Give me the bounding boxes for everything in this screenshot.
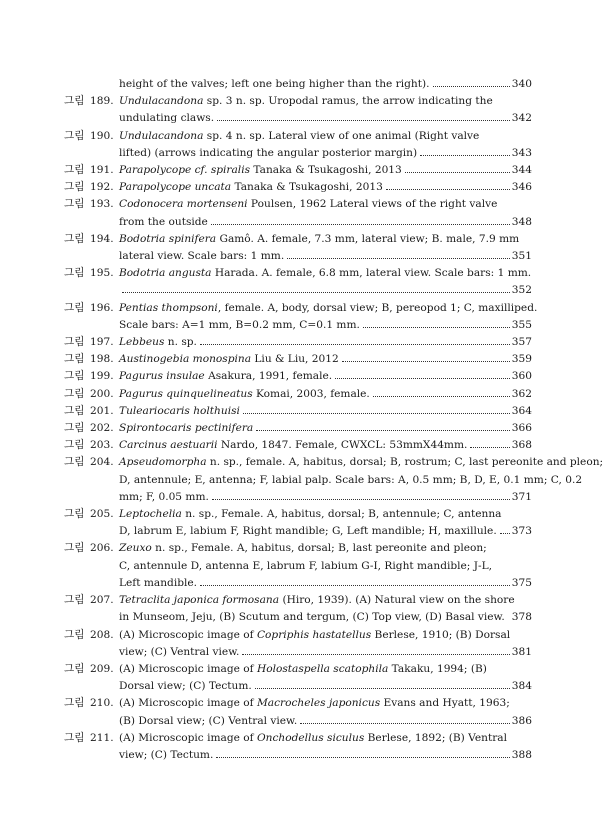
figure-entry-body <box>119 334 532 351</box>
leader-dots <box>200 344 510 345</box>
figure-entry <box>64 231 532 265</box>
figure-entry-body <box>119 162 532 179</box>
figure-prefix: 그림 <box>64 404 85 417</box>
figure-entry-body <box>119 420 532 437</box>
caption-text <box>119 540 487 557</box>
figure-prefix: 그림 <box>64 628 85 641</box>
caption-fragment: , female. A, body, dorsal view; B, pereopod 1; C, maxilliped. <box>217 301 538 314</box>
figure-prefix: 그림 <box>64 508 85 521</box>
caption-text <box>119 420 253 437</box>
figure-prefix: 그림 <box>64 422 85 435</box>
page-number: 384 <box>511 680 532 693</box>
figure-prefix: 그림 <box>64 387 85 400</box>
figure-caption-line <box>119 454 603 471</box>
leader-dots <box>242 654 509 655</box>
caption-fragment: Berlese, 1892; (B) Ventral <box>364 731 507 744</box>
species-name: Leptochelia <box>119 508 182 521</box>
figure-entry-body <box>119 627 532 661</box>
figure-prefix: 그림 <box>64 594 85 607</box>
figure-number: 211. <box>90 731 114 744</box>
species-name: Zeuxo <box>119 542 152 555</box>
caption-fragment: D, labrum E, labium F, Right mandible; G, Left mandible; H, maxillule. <box>119 525 497 538</box>
figure-entry-body <box>119 351 532 368</box>
figure-number: 209. <box>90 662 114 675</box>
leader-dots <box>122 292 510 293</box>
caption-text <box>119 386 370 403</box>
figure-caption-line <box>119 179 532 196</box>
figure-entry-body <box>119 128 532 162</box>
figure-entry <box>64 454 603 506</box>
species-name: Tuleariocaris holthuisi <box>119 404 240 417</box>
figure-caption-line <box>119 747 532 764</box>
caption-fragment: Takaku, 1994; (B) <box>388 662 487 675</box>
caption-text <box>119 747 213 764</box>
figure-prefix: 그림 <box>64 697 85 710</box>
caption-fragment: Poulsen, 1962 Lateral views of the right valve <box>247 198 498 211</box>
caption-fragment: from the outside <box>119 215 208 228</box>
caption-fragment: Asakura, 1991, female. <box>204 370 333 383</box>
caption-fragment: lateral view. Scale bars: 1 mm. <box>119 250 285 263</box>
figure-entry-body <box>119 93 532 127</box>
figure-prefix: 그림 <box>64 198 85 211</box>
caption-text <box>119 437 467 454</box>
figure-caption-line <box>119 386 532 403</box>
figure-caption-line <box>119 128 532 145</box>
figure-entry <box>64 437 532 454</box>
figure-caption-line <box>119 472 583 489</box>
figure-entry <box>64 540 532 592</box>
caption-text <box>119 523 497 540</box>
figure-number: 197. <box>90 336 114 349</box>
leader-dots <box>373 396 510 397</box>
leader-dots <box>500 533 510 534</box>
leader-dots <box>256 430 510 431</box>
figure-prefix: 그림 <box>64 731 85 744</box>
figure-entry <box>64 368 532 385</box>
figure-number: 192. <box>90 181 114 194</box>
figure-entry <box>64 265 532 299</box>
species-name: Undulacandona <box>119 129 204 142</box>
figure-caption-line <box>119 713 532 730</box>
figure-caption-line <box>119 627 532 644</box>
figure-number: 204. <box>90 456 114 469</box>
figure-caption-line <box>119 695 532 712</box>
figure-entry-body <box>119 265 532 299</box>
caption-text <box>119 196 497 213</box>
species-name: Pagurus insulae <box>119 370 205 383</box>
leader-dots <box>470 447 509 448</box>
figure-entry <box>64 351 532 368</box>
figure-entry <box>64 93 532 127</box>
caption-fragment: (B) Dorsal view; (C) Ventral view. <box>119 714 298 727</box>
figure-caption-line <box>119 76 532 93</box>
figure-prefix: 그림 <box>64 164 85 177</box>
figure-entry <box>64 592 532 626</box>
figure-prefix: 그림 <box>64 232 85 245</box>
leader-dots <box>243 413 510 414</box>
page-number: 344 <box>511 164 532 177</box>
species-name: Codonocera mortenseni <box>119 198 248 211</box>
figure-prefix: 그림 <box>64 370 85 383</box>
figure-list <box>64 76 603 764</box>
figure-prefix: 그림 <box>64 129 85 142</box>
caption-fragment: (A) Microscopic image of <box>119 731 257 744</box>
page-number: 364 <box>511 404 532 417</box>
caption-text <box>119 730 507 747</box>
species-name: Holostaspella scatophila <box>256 662 389 675</box>
page-number: 371 <box>511 490 532 503</box>
caption-fragment: Tanaka & Tsukagoshi, 2013 <box>231 181 383 194</box>
caption-text <box>119 231 519 248</box>
figure-caption-line <box>119 351 532 368</box>
figure-number: 201. <box>90 404 114 417</box>
caption-fragment: n. sp., Female. A, habitus, dorsal; B, antennule; C, antenna <box>181 508 502 521</box>
figure-prefix: 그림 <box>64 439 85 452</box>
figure-number: 202. <box>90 422 114 435</box>
caption-fragment: n. sp., female. A, habitus, dorsal; B, rostrum; C, last pereonite and pleon; <box>206 456 603 469</box>
page-number: 357 <box>511 336 532 349</box>
caption-fragment: (Hiro, 1939). (A) Natural view on the shore <box>279 594 515 607</box>
leader-dots <box>216 757 509 758</box>
caption-text <box>119 489 209 506</box>
caption-text <box>119 713 297 730</box>
caption-text <box>119 506 501 523</box>
figure-prefix: 그림 <box>64 353 85 366</box>
caption-text <box>119 76 430 93</box>
species-name: Copriphis hastatellus <box>256 628 372 641</box>
leader-dots <box>300 723 510 724</box>
figure-caption-line <box>119 145 532 162</box>
page-number: 362 <box>511 387 532 400</box>
figure-prefix: 그림 <box>64 181 85 194</box>
caption-fragment: Left mandible. <box>119 576 198 589</box>
figure-prefix: 그림 <box>64 662 85 675</box>
figure-number: 194. <box>90 232 114 245</box>
figure-caption-line <box>119 282 532 299</box>
figure-number: 208. <box>90 628 114 641</box>
figure-number: 191. <box>90 164 114 177</box>
page-number: 388 <box>511 748 532 761</box>
caption-fragment: (A) Microscopic image of <box>119 628 257 641</box>
figure-number: 200. <box>90 387 114 400</box>
leader-dots <box>255 688 510 689</box>
figure-entry <box>64 196 532 230</box>
page-number: 352 <box>511 284 532 297</box>
leader-dots <box>386 189 510 190</box>
caption-text <box>119 351 339 368</box>
page-number: 381 <box>511 645 532 658</box>
figure-entry-body <box>119 454 603 506</box>
leader-dots <box>420 155 510 156</box>
caption-fragment: Dorsal view; (C) Tectum. <box>119 680 252 693</box>
figure-number: 195. <box>90 267 114 280</box>
page-number: 343 <box>511 146 532 159</box>
caption-text <box>119 248 284 265</box>
caption-text <box>119 609 505 626</box>
figure-caption-line <box>119 162 532 179</box>
caption-text <box>119 334 197 351</box>
species-name: Bodotria spinifera <box>119 232 217 245</box>
caption-text <box>119 145 417 162</box>
leader-dots <box>211 224 510 225</box>
figure-entry-body <box>64 76 532 93</box>
figure-caption-line <box>119 368 532 385</box>
caption-text <box>119 661 487 678</box>
figure-number: 207. <box>90 594 114 607</box>
caption-text <box>119 678 252 695</box>
figure-caption-line <box>119 110 532 127</box>
caption-text <box>119 695 510 712</box>
figure-entry <box>64 179 532 196</box>
species-name: Undulacandona <box>119 95 204 108</box>
figure-number: 210. <box>90 697 114 710</box>
caption-fragment: Berlese, 1910; (B) Dorsal <box>371 628 511 641</box>
figure-entry-body <box>119 506 532 540</box>
species-name: Apseudomorpha <box>119 456 207 469</box>
caption-text <box>119 472 582 489</box>
caption-text <box>119 627 510 644</box>
figure-prefix: 그림 <box>64 267 85 280</box>
figure-entry-body <box>119 386 532 403</box>
figure-entry <box>64 128 532 162</box>
figure-entry-body <box>119 231 532 265</box>
figure-caption-line <box>119 644 532 661</box>
caption-fragment: Harada. A. female, 6.8 mm, lateral view. Scale bars: 1 mm. <box>211 267 532 280</box>
page-number: 375 <box>511 576 532 589</box>
figure-caption-line <box>119 317 532 334</box>
caption-text <box>119 403 240 420</box>
figure-entry-body <box>119 540 532 592</box>
caption-text <box>119 592 515 609</box>
figure-entry <box>64 403 532 420</box>
figure-entry-body <box>119 730 532 764</box>
figure-entry <box>64 730 532 764</box>
figure-entry-body <box>119 403 532 420</box>
figure-entry-body <box>119 592 532 626</box>
caption-text <box>119 644 239 661</box>
figure-entry <box>64 386 532 403</box>
leader-dots <box>200 585 510 586</box>
figure-caption-line <box>119 575 532 592</box>
leader-dots <box>405 172 510 173</box>
figure-entry <box>64 334 532 351</box>
leader-dots <box>363 327 510 328</box>
caption-fragment: view; (C) Tectum. <box>119 748 214 761</box>
leader-dots <box>335 378 510 379</box>
page-number: 351 <box>511 250 532 263</box>
caption-fragment: (A) Microscopic image of <box>119 662 257 675</box>
figure-caption-line <box>119 489 532 506</box>
page-number: 386 <box>511 714 532 727</box>
page-number: 346 <box>511 181 532 194</box>
figure-entry <box>64 695 532 729</box>
figure-caption-line <box>119 196 532 213</box>
figure-prefix: 그림 <box>64 301 85 314</box>
figure-number: 203. <box>90 439 114 452</box>
caption-text <box>119 214 208 231</box>
page-number: 360 <box>511 370 532 383</box>
caption-text <box>119 128 479 145</box>
caption-text <box>119 300 537 317</box>
caption-text <box>119 575 197 592</box>
caption-fragment: n. sp., Female. A, habitus, dorsal; B, last pereonite and pleon; <box>151 542 487 555</box>
figure-caption-line <box>119 265 532 282</box>
figure-entry-body <box>119 300 538 334</box>
figure-caption-line <box>119 437 532 454</box>
figure-entry <box>64 420 532 437</box>
figure-number: 196. <box>90 301 114 314</box>
figure-caption-line <box>119 506 532 523</box>
species-name: Macrocheles japonicus <box>256 697 381 710</box>
figure-entry-body <box>119 179 532 196</box>
figure-entry-body <box>119 196 532 230</box>
figure-number: 193. <box>90 198 114 211</box>
figure-entry-body <box>119 368 532 385</box>
leader-dots <box>212 499 510 500</box>
caption-fragment: undulating claws. <box>119 112 215 125</box>
species-name: Carcinus aestuarii <box>119 439 218 452</box>
caption-fragment: sp. 4 n. sp. Lateral view of one animal (Right valve <box>203 129 480 142</box>
figure-caption-line <box>119 592 532 609</box>
page-number: 355 <box>511 318 532 331</box>
figure-number: 199. <box>90 370 114 383</box>
species-name: Austinogebia monospina <box>119 353 252 366</box>
figure-caption-line <box>119 420 532 437</box>
species-name: Parapolycope cf. spiralis <box>119 164 251 177</box>
figure-number: 190. <box>90 129 114 142</box>
caption-text <box>119 93 493 110</box>
leader-dots <box>342 361 510 362</box>
page-number: 378 <box>511 611 532 624</box>
figure-number: 198. <box>90 353 114 366</box>
figure-caption-line <box>119 540 532 557</box>
caption-fragment: lifted) (arrows indicating the angular posterior margin) <box>119 146 418 159</box>
caption-fragment: mm; F, 0.05 mm. <box>119 490 209 503</box>
figure-caption-line <box>119 93 532 110</box>
page-number: 373 <box>511 525 532 538</box>
caption-text <box>119 265 531 282</box>
species-name: Bodotria angusta <box>119 267 212 280</box>
figure-entry-body <box>119 437 532 454</box>
caption-fragment: Evans and Hyatt, 1963; <box>380 697 510 710</box>
page-number: 366 <box>511 422 532 435</box>
species-name: Spirontocaris pectinifera <box>119 422 254 435</box>
page-number: 342 <box>511 112 532 125</box>
figure-caption-line <box>119 558 532 575</box>
species-name: Parapolycope uncata <box>119 181 232 194</box>
page-number: 348 <box>511 215 532 228</box>
caption-text <box>119 454 603 471</box>
figure-entry <box>64 661 532 695</box>
figure-caption-line <box>119 214 532 231</box>
figure-caption-line <box>119 523 532 540</box>
species-name: Pentias thompsoni <box>119 301 218 314</box>
caption-fragment: Liu & Liu, 2012 <box>251 353 339 366</box>
figure-caption-line <box>119 678 532 695</box>
figure-entry <box>64 162 532 179</box>
figure-entry <box>64 300 538 334</box>
species-name: Onchodellus siculus <box>256 731 365 744</box>
figure-entry <box>64 506 532 540</box>
caption-fragment: (A) Microscopic image of <box>119 697 257 710</box>
caption-fragment: Gamô. A. female, 7.3 mm, lateral view; B. male, 7.9 mm <box>216 232 520 245</box>
figure-caption-line <box>119 609 532 626</box>
caption-fragment: Tanaka & Tsukagoshi, 2013 <box>250 164 402 177</box>
species-name: Pagurus quinquelineatus <box>119 387 253 400</box>
figure-caption-line <box>119 661 532 678</box>
figure-prefix: 그림 <box>64 456 85 469</box>
caption-fragment: Scale bars: A=1 mm, B=0.2 mm, C=0.1 mm. <box>119 318 360 331</box>
caption-fragment: C, antennule D, antenna E, labrum F, labium G-I, Right mandible; J-L, <box>119 559 492 572</box>
page-number: 359 <box>511 353 532 366</box>
leader-dots <box>287 258 510 259</box>
page-number: 340 <box>511 78 532 90</box>
caption-fragment: view; (C) Ventral view. <box>119 645 240 658</box>
caption-fragment: sp. 3 n. sp. Uropodal ramus, the arrow indicating the <box>203 95 493 108</box>
figure-caption-line <box>119 403 532 420</box>
caption-text <box>119 317 360 334</box>
figure-prefix: 그림 <box>64 95 85 108</box>
figure-entry <box>64 76 532 93</box>
caption-text <box>119 368 332 385</box>
caption-fragment: Komai, 2003, female. <box>252 387 370 400</box>
figure-prefix: 그림 <box>64 542 85 555</box>
figure-number: 205. <box>90 508 114 521</box>
caption-fragment: D, antennule; E, antenna; F, labial palp. Scale bars: A, 0.5 mm; B, D, E, 0.1 mm; C, 0.2 <box>119 473 583 486</box>
leader-dots <box>433 86 510 87</box>
caption-fragment: n. sp. <box>164 336 197 349</box>
caption-fragment: Nardo, 1847. Female, CWXCL: 53mmX44mm. <box>217 439 468 452</box>
figure-entry-body <box>119 661 532 695</box>
caption-fragment: height of the valves; left one being higher than the right). <box>119 78 430 90</box>
figure-entry-body <box>119 695 532 729</box>
species-name: Lebbeus <box>119 336 165 349</box>
caption-text <box>119 162 402 179</box>
figure-caption-line <box>119 334 532 351</box>
page-number: 368 <box>511 439 532 452</box>
leader-dots <box>217 120 510 121</box>
figure-prefix: 그림 <box>64 336 85 349</box>
species-name: Tetraclita japonica formosana <box>119 594 280 607</box>
caption-text <box>119 110 214 127</box>
figure-caption-line <box>119 300 538 317</box>
figure-caption-line <box>119 730 532 747</box>
caption-text <box>119 179 383 196</box>
figure-caption-line <box>119 248 532 265</box>
figure-caption-line <box>119 231 532 248</box>
figure-entry <box>64 627 532 661</box>
caption-fragment: in Munseom, Jeju, (B) Scutum and tergum, (C) Top view, (D) Basal view. <box>119 611 505 624</box>
figure-number: 206. <box>90 542 114 555</box>
figure-number: 189. <box>90 95 114 108</box>
caption-text <box>119 558 492 575</box>
